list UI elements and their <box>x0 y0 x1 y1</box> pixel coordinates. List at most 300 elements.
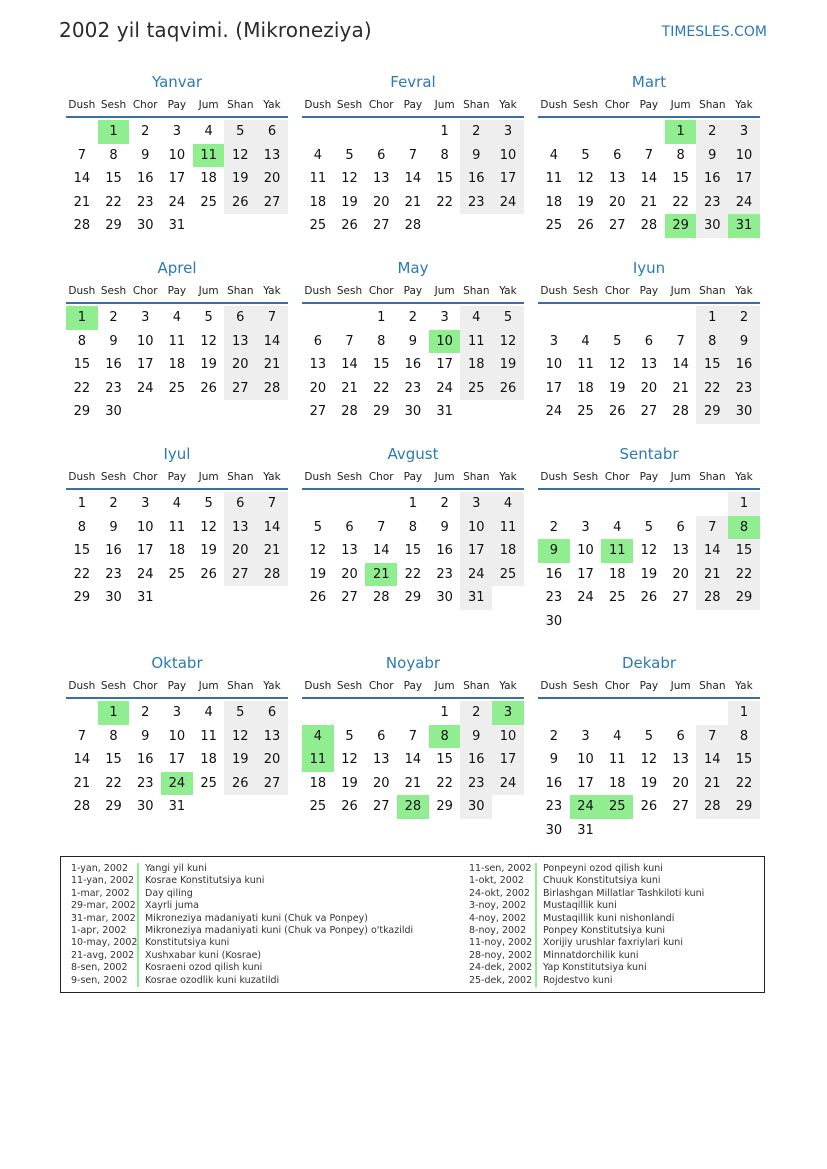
legend-column-right <box>469 863 704 987</box>
weekday-label: Dush <box>540 99 568 111</box>
day-cell: 10 <box>577 752 594 768</box>
day-cell: 7 <box>256 306 288 330</box>
weekday-label: Shan <box>699 99 726 111</box>
day-cell: 10 <box>168 728 186 744</box>
day-cell: 27 <box>256 772 288 796</box>
day-cell: 3 <box>172 705 182 720</box>
day-cell: 30 <box>105 404 122 420</box>
week-row <box>66 330 288 354</box>
legend-row <box>71 950 413 962</box>
day-empty <box>492 400 524 424</box>
day-cell: 14 <box>696 539 728 563</box>
day-cell: 24 <box>436 380 453 396</box>
day-cell: 10 <box>492 144 524 168</box>
month-mart <box>538 72 760 238</box>
day-cell: 5 <box>313 519 322 535</box>
holiday-name: Yap Konstitutsiya kuni <box>543 962 647 974</box>
holiday-color-marker <box>137 875 139 887</box>
day-cell: 13 <box>256 144 288 168</box>
day-cell: 13 <box>224 330 256 354</box>
day-cell: 19 <box>224 748 256 772</box>
day-empty <box>256 586 288 610</box>
week-row <box>66 120 288 144</box>
week-row <box>302 120 524 144</box>
day-empty <box>193 214 225 238</box>
week-row <box>538 819 760 843</box>
holiday-color-marker <box>137 888 139 900</box>
day-cell-holiday: 1 <box>66 306 98 330</box>
day-cell: 15 <box>728 539 760 563</box>
day-cell: 20 <box>672 566 689 582</box>
weekday-label: Shan <box>699 680 726 692</box>
day-cell: 8 <box>696 330 728 354</box>
day-cell: 28 <box>73 799 91 815</box>
day-empty <box>161 400 193 424</box>
day-cell: 11 <box>309 171 327 187</box>
weekday-header <box>538 282 760 300</box>
day-cell: 7 <box>408 728 418 744</box>
day-cell: 21 <box>696 563 728 587</box>
weekday-label: Shan <box>227 471 254 483</box>
day-cell: 15 <box>73 357 91 373</box>
day-cell: 5 <box>492 306 524 330</box>
weekday-label: Sesh <box>100 99 127 111</box>
month-aprel <box>66 258 288 424</box>
month-iyul <box>66 444 288 610</box>
week-row <box>66 306 288 330</box>
day-cell: 1 <box>377 310 386 325</box>
weekday-label: Shan <box>699 471 726 483</box>
week-row <box>302 772 524 796</box>
day-cell: 5 <box>644 519 654 535</box>
day-cell: 17 <box>728 167 760 191</box>
weekday-label: Dush <box>304 471 332 483</box>
day-empty <box>460 400 492 424</box>
week-row <box>302 539 524 563</box>
day-cell: 25 <box>309 218 327 234</box>
day-cell: 22 <box>436 775 453 791</box>
day-cell: 10 <box>577 543 594 559</box>
month-title: Iyun <box>632 259 666 277</box>
legend-row <box>71 863 413 875</box>
week-row <box>66 586 288 610</box>
day-cell: 26 <box>640 590 658 606</box>
day-cell: 27 <box>309 404 327 420</box>
day-cell: 9 <box>549 752 558 768</box>
legend-row <box>469 937 704 949</box>
weekday-label: Yak <box>735 99 753 111</box>
day-cell: 22 <box>728 772 760 796</box>
day-cell: 27 <box>224 563 256 587</box>
day-cell: 11 <box>608 752 626 768</box>
day-cell: 15 <box>436 171 453 187</box>
day-cell: 11 <box>200 728 217 744</box>
weekday-label: Chor <box>132 285 158 297</box>
day-cell: 2 <box>141 124 150 139</box>
holiday-date: 1-apr, 2002 <box>71 924 127 936</box>
weekday-label: Chor <box>604 471 630 483</box>
day-cell: 26 <box>200 380 217 396</box>
legend-row <box>469 950 704 962</box>
day-cell: 3 <box>460 492 492 516</box>
holiday-name: Yangi yil kuni <box>145 863 207 874</box>
holiday-color-marker <box>535 875 537 887</box>
day-cell: 19 <box>224 167 256 191</box>
day-cell: 23 <box>105 566 122 582</box>
day-empty <box>161 586 193 610</box>
day-cell: 11 <box>168 519 186 535</box>
holiday-color-marker <box>137 937 139 949</box>
day-cell: 6 <box>377 728 386 744</box>
day-empty <box>492 586 524 610</box>
holiday-color-marker <box>137 950 139 962</box>
holiday-color-marker <box>137 900 139 912</box>
day-cell: 17 <box>492 167 524 191</box>
day-cell: 7 <box>77 728 86 744</box>
week-row <box>538 167 760 191</box>
day-cell: 22 <box>436 194 453 210</box>
legend-row <box>71 937 413 949</box>
day-cell: 13 <box>372 752 390 768</box>
day-empty <box>665 819 697 843</box>
week-row <box>66 725 288 749</box>
weekday-header <box>302 96 524 114</box>
day-cell: 16 <box>105 357 122 373</box>
day-cell: 3 <box>172 124 182 139</box>
day-cell: 14 <box>404 752 422 768</box>
day-cell: 29 <box>696 400 728 424</box>
day-empty <box>129 400 161 424</box>
weekday-label: Sesh <box>572 285 599 297</box>
week-row <box>302 377 524 401</box>
day-cell: 13 <box>672 752 689 768</box>
day-cell: 11 <box>460 330 492 354</box>
day-cell: 28 <box>372 590 390 606</box>
day-empty <box>334 701 366 725</box>
weekday-header <box>302 282 524 300</box>
day-cell-holiday: 21 <box>365 563 397 587</box>
holiday-date: 4-noy, 2002 <box>469 912 527 924</box>
holiday-color-marker <box>535 925 537 937</box>
day-cell: 28 <box>672 404 689 420</box>
weekday-header <box>538 96 760 114</box>
month-title: Dekabr <box>621 654 677 672</box>
day-cell: 21 <box>341 380 358 396</box>
weekday-label: Pay <box>639 471 659 483</box>
day-cell: 27 <box>256 191 288 215</box>
week-row <box>538 400 760 424</box>
day-cell: 16 <box>404 357 422 373</box>
day-cell: 25 <box>545 218 563 234</box>
holiday-color-marker <box>535 950 537 962</box>
weekday-label: Pay <box>167 285 187 297</box>
day-empty <box>365 492 397 516</box>
week-row <box>302 306 524 330</box>
header-divider <box>66 302 288 304</box>
day-cell: 4 <box>172 310 182 325</box>
day-cell: 19 <box>640 566 658 582</box>
weekday-label: Shan <box>463 471 490 483</box>
day-cell: 7 <box>644 147 654 163</box>
legend-row <box>71 888 413 900</box>
day-cell: 22 <box>73 566 91 582</box>
weekday-label: Jum <box>670 680 691 692</box>
legend-row <box>469 900 704 912</box>
day-cell: 6 <box>313 333 322 349</box>
week-row <box>66 748 288 772</box>
day-cell: 28 <box>696 586 728 610</box>
day-cell: 13 <box>640 357 658 373</box>
day-empty <box>570 492 602 516</box>
day-cell: 11 <box>492 516 524 540</box>
day-cell: 31 <box>168 799 186 815</box>
day-cell: 1 <box>728 701 760 725</box>
holiday-date: 28-noy, 2002 <box>469 949 533 961</box>
day-cell: 17 <box>577 775 594 791</box>
day-empty <box>193 586 225 610</box>
weekday-label: Jum <box>670 471 691 483</box>
week-row <box>302 353 524 377</box>
day-cell: 13 <box>608 171 626 187</box>
weekday-label: Dush <box>540 471 568 483</box>
day-empty <box>302 701 334 725</box>
day-cell: 5 <box>224 120 256 144</box>
day-cell: 5 <box>581 147 590 163</box>
day-empty <box>665 701 697 725</box>
day-cell-holiday: 4 <box>302 725 334 749</box>
month-oktabr <box>66 653 288 819</box>
day-cell: 14 <box>640 171 658 187</box>
day-empty <box>224 214 256 238</box>
day-cell: 15 <box>436 752 453 768</box>
day-cell: 17 <box>492 748 524 772</box>
weekday-label: Sesh <box>572 680 599 692</box>
day-empty <box>696 492 728 516</box>
holiday-color-marker <box>535 900 537 912</box>
day-empty <box>633 819 665 843</box>
week-row <box>538 516 760 540</box>
day-cell: 3 <box>728 120 760 144</box>
day-cell-holiday: 1 <box>665 120 697 144</box>
day-cell: 12 <box>341 752 358 768</box>
day-cell: 2 <box>408 310 418 325</box>
day-cell-holiday: 25 <box>601 795 633 819</box>
weekday-label: Sesh <box>572 471 599 483</box>
day-cell: 29 <box>728 586 760 610</box>
day-cell: 30 <box>404 404 422 420</box>
weekday-label: Shan <box>227 680 254 692</box>
day-cell: 18 <box>460 353 492 377</box>
header-divider <box>538 697 760 699</box>
day-cell: 18 <box>577 380 594 396</box>
holiday-color-marker <box>535 888 537 900</box>
day-cell: 16 <box>436 543 453 559</box>
day-cell: 4 <box>313 147 322 163</box>
day-cell: 13 <box>672 543 689 559</box>
day-cell: 24 <box>545 404 563 420</box>
day-cell: 21 <box>404 775 422 791</box>
weekday-label: Dush <box>304 285 332 297</box>
day-empty <box>728 819 760 843</box>
holiday-date: 11-sen, 2002 <box>469 863 532 874</box>
legend-column-left <box>71 863 413 987</box>
day-cell: 18 <box>545 194 563 210</box>
header-divider <box>538 116 760 118</box>
day-cell: 12 <box>200 333 217 349</box>
week-row <box>66 563 288 587</box>
day-cell: 16 <box>460 167 492 191</box>
day-cell: 7 <box>696 725 728 749</box>
day-cell: 30 <box>136 218 154 234</box>
holiday-color-marker <box>137 863 139 875</box>
day-empty <box>460 214 492 238</box>
day-cell: 2 <box>460 701 492 725</box>
day-cell: 1 <box>728 492 760 516</box>
week-row <box>302 725 524 749</box>
weekday-label: Jum <box>434 285 455 297</box>
page-title: 2002 yil taqvimi. (Mikroneziya) <box>59 18 372 42</box>
day-empty <box>601 492 633 516</box>
weekday-label: Dush <box>304 99 332 111</box>
legend-row <box>469 925 704 937</box>
brand-link[interactable]: TIMESLES.COM <box>661 24 767 40</box>
weekday-label: Jum <box>670 99 691 111</box>
day-cell: 4 <box>204 705 213 720</box>
day-cell: 7 <box>676 333 685 349</box>
day-cell: 10 <box>728 144 760 168</box>
month-yanvar <box>66 72 288 238</box>
holiday-name: Kosraeni ozod qilish kuni <box>145 962 263 974</box>
day-empty <box>538 492 570 516</box>
day-empty <box>224 586 256 610</box>
day-cell: 14 <box>696 748 728 772</box>
weekday-label: Sesh <box>336 680 363 692</box>
day-cell: 21 <box>404 194 422 210</box>
weekday-label: Jum <box>434 680 455 692</box>
weekday-label: Pay <box>167 680 187 692</box>
day-cell: 28 <box>640 218 658 234</box>
header-divider <box>302 302 524 304</box>
day-cell: 8 <box>676 147 685 163</box>
holiday-name: Mustaqillik kuni <box>543 900 617 912</box>
weekday-label: Jum <box>198 680 219 692</box>
weekday-label: Pay <box>167 471 187 483</box>
day-cell: 9 <box>141 728 150 744</box>
day-cell: 20 <box>608 194 626 210</box>
day-cell: 30 <box>460 795 492 819</box>
weekday-header <box>66 677 288 695</box>
holiday-color-marker <box>535 913 537 925</box>
day-cell: 20 <box>309 380 327 396</box>
month-title: Iyul <box>163 445 191 463</box>
month-title: Sentabr <box>619 445 679 463</box>
week-row <box>538 120 760 144</box>
day-cell: 19 <box>200 357 217 373</box>
weekday-header <box>66 96 288 114</box>
day-empty <box>492 795 524 819</box>
day-empty <box>601 610 633 634</box>
day-empty <box>538 701 570 725</box>
day-cell: 21 <box>73 775 91 791</box>
day-cell: 6 <box>256 120 288 144</box>
week-row <box>302 748 524 772</box>
day-cell: 28 <box>696 795 728 819</box>
day-cell: 14 <box>404 171 422 187</box>
day-empty <box>302 120 334 144</box>
legend-row <box>71 875 413 887</box>
weekday-label: Pay <box>403 285 423 297</box>
day-cell: 9 <box>141 147 150 163</box>
legend-row <box>469 913 704 925</box>
legend-row <box>71 975 413 987</box>
holiday-name: Xayrli juma <box>145 900 199 912</box>
day-cell: 14 <box>256 330 288 354</box>
day-cell: 29 <box>105 218 122 234</box>
day-cell: 4 <box>492 492 524 516</box>
holiday-date: 8-sen, 2002 <box>71 962 128 974</box>
day-cell: 31 <box>168 218 186 234</box>
holiday-date: 24-okt, 2002 <box>469 887 530 899</box>
day-cell: 2 <box>109 310 118 325</box>
day-cell: 6 <box>256 701 288 725</box>
day-cell: 20 <box>672 775 689 791</box>
legend-row <box>469 863 704 875</box>
weekday-label: Sesh <box>336 285 363 297</box>
legend-row <box>71 913 413 925</box>
day-cell: 31 <box>577 822 594 838</box>
day-cell: 17 <box>436 357 453 373</box>
day-cell: 30 <box>436 590 453 606</box>
day-cell: 24 <box>168 194 186 210</box>
day-cell: 9 <box>109 519 118 535</box>
weekday-label: Chor <box>604 680 630 692</box>
week-row <box>302 400 524 424</box>
day-empty <box>665 610 697 634</box>
holiday-name: Mikroneziya madaniyati kuni (Chuk va Ponpey) <box>145 912 368 924</box>
day-cell: 14 <box>372 543 390 559</box>
day-cell: 7 <box>345 333 354 349</box>
day-cell: 2 <box>109 496 118 511</box>
header-divider <box>66 116 288 118</box>
weekday-label: Chor <box>604 285 630 297</box>
weekday-label: Chor <box>604 99 630 111</box>
holiday-name: Birlashgan Millatlar Tashkiloti kuni <box>543 887 705 899</box>
weekday-label: Jum <box>434 99 455 111</box>
month-fevral <box>302 72 524 238</box>
month-title: Mart <box>631 73 667 91</box>
week-row <box>66 191 288 215</box>
header-divider <box>538 488 760 490</box>
day-cell-holiday: 28 <box>397 795 429 819</box>
day-cell: 5 <box>204 496 213 511</box>
holiday-date: 31-mar, 2002 <box>71 912 136 924</box>
day-empty <box>570 701 602 725</box>
day-cell: 14 <box>73 171 91 187</box>
holiday-name: Ponpey Konstitutsiya kuni <box>543 924 666 936</box>
day-cell: 3 <box>581 519 590 535</box>
holiday-name: Konstitutsiya kuni <box>145 937 230 949</box>
weekday-label: Sesh <box>572 99 599 111</box>
weekday-label: Sesh <box>100 680 127 692</box>
day-cell: 18 <box>200 171 217 187</box>
month-title: May <box>397 259 429 277</box>
day-cell: 18 <box>309 194 327 210</box>
day-cell: 23 <box>136 194 154 210</box>
holiday-date: 11-yan, 2002 <box>71 875 135 887</box>
day-cell: 19 <box>577 194 594 210</box>
holiday-legend <box>60 856 765 993</box>
day-cell: 23 <box>545 799 563 815</box>
